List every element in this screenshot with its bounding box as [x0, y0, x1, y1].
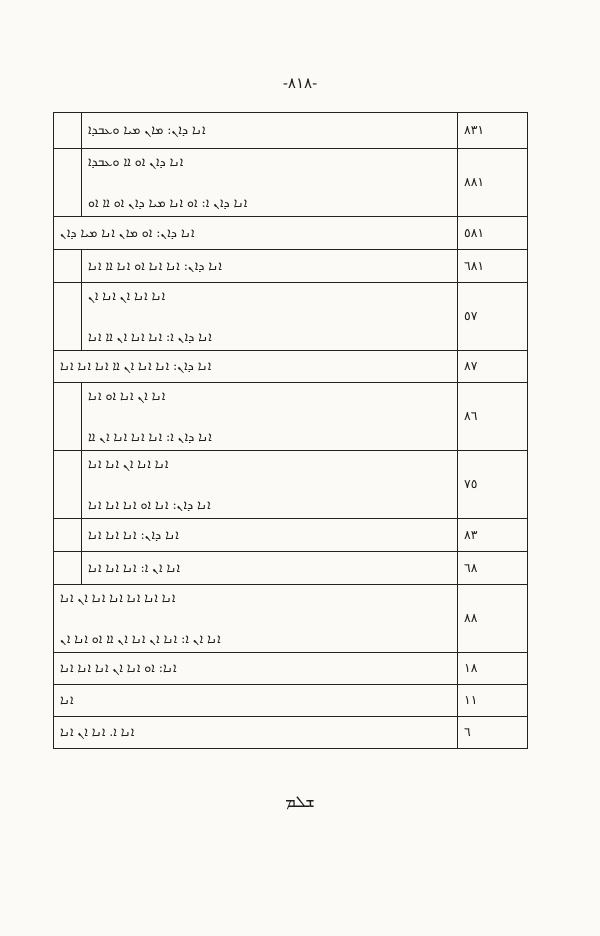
- entry-line: ܐܢܐ ܕܐܢ: ܐܢܐ ܐܢܐ ܐܢ ܐܐ ܐܢܐ ܐܢܐ ܐܢܐ: [60, 360, 212, 373]
- blank-cell: [54, 149, 82, 217]
- table-row: [54, 283, 528, 351]
- table-row: [54, 717, 528, 749]
- table-row: [54, 451, 528, 519]
- entry-line: ܐܢܐ ܕܐܢ ܐܘ ܐܐ ܘܥܒܕܐ: [88, 156, 184, 169]
- entry-number-cell: ٨٣: [458, 519, 528, 552]
- table-row: [54, 552, 528, 585]
- closing-word: ܫܠܡ: [285, 792, 315, 811]
- entry-text-cell: [82, 250, 458, 283]
- entry-line: ܐܢܐ ܐܢ ܐܢܐ ܐܘ ܐܢܐ: [88, 390, 166, 403]
- entry-text-cell: [54, 717, 458, 749]
- table-row: [54, 351, 528, 383]
- entry-line: ܐܢܐ: ܐܘ ܐܢܐ ܐܢ ܐܢܐ ܐܢܐ ܐܢܐ: [60, 662, 177, 675]
- entry-text-cell: [82, 383, 458, 451]
- index-table: [53, 112, 528, 749]
- entry-text-cell: [82, 552, 458, 585]
- table-row: [54, 217, 528, 250]
- entry-text-cell: [82, 113, 458, 149]
- entry-number-cell: ٧٥: [458, 451, 528, 519]
- entry-line: ܐܢܐ ܕܐܢ: ܐܢܐ ܐܢܐ ܐܢܐ: [88, 528, 179, 542]
- entry-text-cell: [54, 653, 458, 685]
- blank-cell: [54, 552, 82, 585]
- entry-line: ܐܢܐ ܕܐܢ: ܐܢܐ ܐܘ ܐܢܐ ܐܢܐ ܐܢܐ: [88, 498, 211, 511]
- entry-number-cell: ١١: [458, 685, 528, 717]
- entry-line: ܐܢܐ ܕܐܢ: ܐܘ ܡܐܢ ܐܢܐ ܡܝܐ ܕܐܢ: [60, 226, 195, 240]
- table-row: [54, 685, 528, 717]
- blank-cell: [54, 519, 82, 552]
- entry-text-cell: [82, 283, 458, 351]
- entry-text-cell: [54, 585, 458, 653]
- entry-number-cell: ٨٦: [458, 383, 528, 451]
- entry-text-cell: [54, 351, 458, 383]
- page-number: -٨١٨-: [282, 74, 318, 92]
- entry-text-cell: [54, 685, 458, 717]
- entry-line: ܐܢܐ ܕܐܢ ܐ: ܐܘ ܐܢܐ ܡܝܐ ܕܐܢ ܐܘ ܐܐ ܐܘ: [88, 196, 248, 209]
- table-row: [54, 250, 528, 283]
- entry-line: ܐܢܐ ܐܢ ܐ: ܐܢܐ ܐܢܐ ܐܢܐ: [88, 561, 181, 575]
- entry-line: ܐܢܐ ܐܢ ܐ: ܐܢܐ ܐܢ ܐܢܐ ܐܢ ܐܐ ܐܘ ܐܢܐ ܐܢ: [60, 632, 221, 645]
- entry-line: ܐܢܐ ܐ. ܐܢܐ ܐܢ ܐܢܐ: [60, 726, 135, 739]
- blank-cell: [54, 383, 82, 451]
- entry-number-cell: ٦٨١: [458, 250, 528, 283]
- entry-line: ܐܢܐ ܐܢܐ ܐܢܐ ܐܢܐ ܐܢܐ ܐܢ ܐܢܐ: [60, 592, 176, 605]
- table-row: [54, 653, 528, 685]
- entry-number-cell: ٨٨: [458, 585, 528, 653]
- entry-text-cell: [82, 149, 458, 217]
- entry-text-cell: [82, 451, 458, 519]
- table-row: [54, 519, 528, 552]
- table-row: [54, 383, 528, 451]
- entry-line: ܐܢܐ ܕܐܢ: ܡܐܢ ܡܝܐ ܘܥܒܕܐ: [88, 124, 206, 137]
- entry-line: ܐܢܐ ܕܐܢ ܐ: ܐܢܐ ܐܢܐ ܐܢ ܐܐ ܐܢܐ: [88, 330, 212, 343]
- entry-line: ܐܢܐ ܐܢܐ ܐܢ ܐܢܐ ܐܢ: [88, 290, 166, 303]
- entry-text-cell: [82, 519, 458, 552]
- entry-number-cell: ٦: [458, 717, 528, 749]
- table-row: [54, 585, 528, 653]
- entry-number-cell: ٦٨: [458, 552, 528, 585]
- table-row: [54, 149, 528, 217]
- entry-text-cell: [54, 217, 458, 250]
- entry-number-cell: ١٨: [458, 653, 528, 685]
- entry-number-cell: ٨٨١: [458, 149, 528, 217]
- entry-line: ܐܢܐ ܐܢܐ ܐܢ ܐܢܐ ܐܢܐ: [88, 458, 169, 471]
- table-row: [54, 113, 528, 149]
- blank-cell: [54, 250, 82, 283]
- blank-cell: [54, 451, 82, 519]
- entry-line: ܐܢܐ: [60, 694, 74, 707]
- blank-cell: [54, 283, 82, 351]
- entry-number-cell: ٨٧: [458, 351, 528, 383]
- entry-line: ܐܢܐ ܕܐܢ: ܐܢܐ ܐܢܐ ܐܘ ܐܢܐ ܐܐ ܐܢܐ: [88, 259, 222, 273]
- entry-number-cell: ٥٧: [458, 283, 528, 351]
- blank-cell: [54, 113, 82, 149]
- entry-line: ܐܢܐ ܕܐܢ ܐ: ܐܢܐ ܐܢܐ ܐܢܐ ܐܢ ܐܐ: [88, 430, 212, 443]
- entry-number-cell: ٨٣١: [458, 113, 528, 149]
- entry-number-cell: ٥٨١: [458, 217, 528, 250]
